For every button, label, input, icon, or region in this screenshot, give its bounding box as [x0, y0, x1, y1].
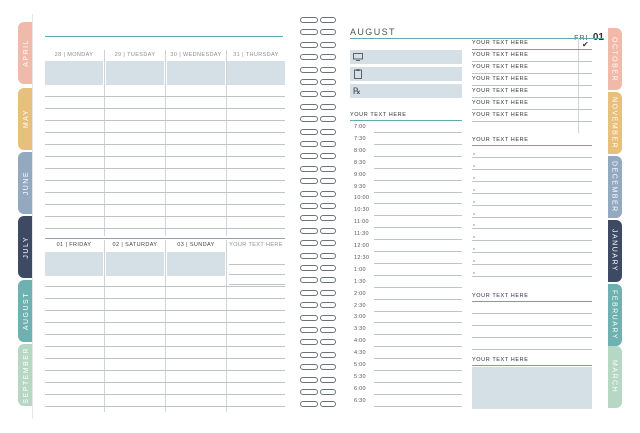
- icon-bar-clipboard[interactable]: [350, 67, 462, 81]
- date-underline: [350, 38, 604, 39]
- spiral-coil: [300, 29, 340, 36]
- computer-icon: [353, 53, 363, 61]
- coil-loop: [320, 166, 336, 172]
- day-label-wednesday: 30 | WEDNESDAY: [170, 52, 222, 58]
- time-slot-line[interactable]: [374, 132, 462, 133]
- checklist-line: [472, 61, 592, 62]
- spiral-coil: [300, 364, 340, 371]
- coil-loop: [300, 253, 318, 259]
- coil-loop: [300, 339, 318, 345]
- month-heading: AUGUST: [350, 27, 396, 37]
- time-slot-label: 5:30: [354, 373, 366, 380]
- bullet-dot: [473, 189, 475, 191]
- coil-loop: [320, 178, 336, 184]
- time-slot-label: 2:30: [354, 302, 366, 309]
- checklist-line: [472, 73, 592, 74]
- tab-label: SEPTEMBER: [22, 346, 30, 404]
- tab-label: APRIL: [22, 39, 30, 67]
- tab-label: JUNE: [22, 170, 30, 196]
- coil-loop: [300, 377, 318, 383]
- coil-loop: [320, 67, 336, 73]
- notes-line[interactable]: [472, 349, 592, 350]
- coil-loop: [320, 116, 336, 122]
- notes-line[interactable]: [472, 157, 592, 158]
- column-divider: [165, 50, 166, 236]
- time-slot-label: 4:00: [354, 338, 366, 345]
- tab-label: AUGUST: [22, 291, 30, 331]
- clipboard-icon: [354, 69, 362, 79]
- column-divider: [165, 240, 166, 412]
- writing-line[interactable]: [45, 192, 285, 193]
- schedule-underline: [350, 120, 462, 121]
- day-box-thursday[interactable]: [227, 61, 285, 85]
- time-slot-label: 7:30: [354, 135, 366, 142]
- spiral-coil: [300, 54, 340, 61]
- coil-loop: [300, 364, 318, 370]
- writing-line[interactable]: [45, 346, 285, 347]
- spiral-coil: [300, 253, 340, 260]
- writing-line[interactable]: [45, 370, 285, 371]
- time-slot-line[interactable]: [374, 215, 462, 216]
- spiral-coil: [300, 104, 340, 111]
- spiral-coil: [300, 290, 340, 297]
- coil-loop: [300, 29, 318, 35]
- coil-loop: [320, 91, 336, 97]
- checklist-line: [472, 97, 592, 98]
- time-slot-label: 8:30: [354, 159, 366, 166]
- spiral-coil: [300, 240, 340, 247]
- coil-loop: [300, 67, 318, 73]
- bullet-dot: [473, 153, 475, 155]
- weekly-page: [32, 14, 294, 419]
- bullet-dot: [473, 165, 475, 167]
- coil-loop: [300, 327, 318, 333]
- coil-loop: [300, 265, 318, 271]
- writing-line[interactable]: [45, 96, 285, 97]
- time-slot-label: 6:30: [354, 397, 366, 404]
- coil-loop: [320, 327, 336, 333]
- notes-line[interactable]: [472, 337, 592, 338]
- coil-loop: [320, 240, 336, 246]
- coil-loop: [320, 17, 336, 23]
- notes-underline-3: [472, 365, 592, 366]
- writing-line[interactable]: [229, 274, 285, 275]
- time-slot-line[interactable]: [374, 394, 462, 395]
- bullet-dot: [473, 201, 475, 203]
- coil-loop: [320, 364, 336, 370]
- coil-loop: [300, 79, 318, 85]
- checklist-item[interactable]: YOUR TEXT HERE: [472, 40, 529, 46]
- coil-loop: [320, 141, 336, 147]
- checklist-line: [472, 109, 592, 110]
- notes-line[interactable]: [472, 313, 592, 314]
- day-box-tuesday[interactable]: [106, 61, 164, 85]
- bullet-dot: [473, 213, 475, 215]
- writing-line[interactable]: [45, 228, 285, 229]
- coil-loop: [320, 302, 336, 308]
- bullet-dot: [473, 236, 475, 238]
- coil-loop: [300, 228, 318, 234]
- time-slot-line[interactable]: [374, 299, 462, 300]
- coil-loop: [300, 302, 318, 308]
- writing-line[interactable]: [45, 132, 285, 133]
- time-slot-line[interactable]: [374, 263, 462, 264]
- time-slot-label: 1:30: [354, 278, 366, 285]
- coil-loop: [300, 54, 318, 60]
- notes-heading-2: YOUR TEXT HERE: [472, 293, 529, 299]
- right-tab-november[interactable]: [606, 92, 622, 154]
- time-slot-label: 1:00: [354, 266, 366, 273]
- tab-label: NOVEMBER: [610, 96, 618, 150]
- checkmark-icon: ✔: [582, 40, 589, 49]
- right-tab-march[interactable]: [606, 346, 622, 408]
- day-label-thursday: 31 | THURSDAY: [233, 52, 279, 58]
- coil-loop: [300, 129, 318, 135]
- time-slot-line[interactable]: [374, 406, 462, 407]
- time-slot-line[interactable]: [374, 156, 462, 157]
- spiral-coil: [300, 215, 340, 222]
- spiral-coil: [300, 91, 340, 98]
- right-tab-october[interactable]: [606, 28, 622, 90]
- day-box-monday[interactable]: [45, 61, 103, 85]
- coil-loop: [320, 129, 336, 135]
- column-divider: [104, 50, 105, 236]
- notes-heading-3: YOUR TEXT HERE: [472, 357, 529, 363]
- notes-line[interactable]: [472, 193, 592, 194]
- spiral-coil: [300, 166, 340, 173]
- day-label-tuesday: 29 | TUESDAY: [114, 52, 156, 58]
- schedule-heading: YOUR TEXT HERE: [350, 112, 407, 118]
- writing-line[interactable]: [45, 180, 285, 181]
- time-slot-label: 10:00: [354, 195, 370, 202]
- notes-line[interactable]: [472, 181, 592, 182]
- notes-line[interactable]: [472, 325, 592, 326]
- checklist-item[interactable]: YOUR TEXT HERE: [472, 76, 529, 82]
- column-divider: [226, 240, 227, 412]
- time-slot-line[interactable]: [374, 311, 462, 312]
- section-divider: [45, 238, 285, 239]
- time-slot-line[interactable]: [374, 239, 462, 240]
- time-slot-line[interactable]: [374, 203, 462, 204]
- coil-loop: [320, 253, 336, 259]
- spiral-coil: [300, 228, 340, 235]
- checklist-item[interactable]: YOUR TEXT HERE: [472, 52, 529, 58]
- tab-label: OCTOBER: [610, 36, 618, 82]
- spiral-coil: [300, 302, 340, 309]
- time-slot-label: 9:00: [354, 171, 366, 178]
- notes-underline-2: [472, 301, 592, 302]
- coil-loop: [320, 401, 336, 407]
- time-slot-label: 10:30: [354, 207, 370, 214]
- day-box-sunday[interactable]: [167, 252, 225, 276]
- coil-loop: [300, 191, 318, 197]
- notes-line[interactable]: [472, 240, 592, 241]
- checklist-item[interactable]: YOUR TEXT HERE: [472, 112, 529, 118]
- coil-loop: [320, 315, 336, 321]
- day-label-sunday: 03 | SUNDAY: [177, 242, 215, 248]
- bullet-dot: [473, 177, 475, 179]
- notes-line[interactable]: [472, 228, 592, 229]
- notes-line[interactable]: [472, 169, 592, 170]
- coil-loop: [320, 228, 336, 234]
- checklist-line: [472, 85, 592, 86]
- tab-label: DECEMBER: [610, 161, 618, 213]
- tab-label: JULY: [22, 235, 30, 259]
- coil-loop: [300, 91, 318, 97]
- notes-line[interactable]: [472, 276, 592, 277]
- time-slot-label: 8:00: [354, 147, 366, 154]
- time-slot-label: 11:00: [354, 219, 369, 226]
- spiral-coil: [300, 277, 340, 284]
- right-tab-february[interactable]: [606, 284, 622, 346]
- writing-line[interactable]: [45, 394, 285, 395]
- writing-line[interactable]: [45, 108, 285, 109]
- notes-underline-1: [472, 145, 592, 146]
- time-slot-line[interactable]: [374, 287, 462, 288]
- coil-loop: [320, 389, 336, 395]
- coil-loop: [320, 215, 336, 221]
- coil-loop: [320, 352, 336, 358]
- writing-line[interactable]: [45, 334, 285, 335]
- writing-line[interactable]: [45, 216, 285, 217]
- bullet-dot: [473, 260, 475, 262]
- right-tab-december[interactable]: [606, 156, 622, 218]
- spiral-coil: [300, 153, 340, 160]
- day-box-saturday[interactable]: [106, 252, 164, 276]
- tab-label: MAY: [22, 109, 30, 129]
- writing-line[interactable]: [45, 310, 285, 311]
- spiral-coil: [300, 265, 340, 272]
- coil-loop: [320, 42, 336, 48]
- coil-loop: [300, 203, 318, 209]
- icon-bar-computer[interactable]: [350, 50, 462, 64]
- time-slot-label: 9:30: [354, 183, 366, 190]
- time-slot-label: 6:00: [354, 385, 366, 392]
- time-slot-label: 7:00: [354, 124, 366, 130]
- writing-line[interactable]: [45, 358, 285, 359]
- writing-line[interactable]: [45, 120, 285, 121]
- coil-loop: [320, 104, 336, 110]
- coil-loop: [320, 153, 336, 159]
- bullet-dot: [473, 248, 475, 250]
- coil-loop: [300, 389, 318, 395]
- spiral-coil: [300, 116, 340, 123]
- coil-loop: [320, 79, 336, 85]
- day-label-saturday: 02 | SATURDAY: [112, 242, 158, 248]
- spiral-coil: [300, 339, 340, 346]
- coil-loop: [300, 290, 318, 296]
- coil-loop: [300, 166, 318, 172]
- svg-text:℞: ℞: [353, 87, 362, 96]
- day-label-monday: 28 | MONDAY: [54, 52, 94, 58]
- writing-line[interactable]: [45, 168, 285, 169]
- coil-loop: [320, 290, 336, 296]
- time-slot-label: 12:00: [354, 243, 370, 249]
- spiral-coil: [300, 203, 340, 210]
- day-label-friday: 01 | FRIDAY: [56, 242, 92, 248]
- coil-loop: [300, 104, 318, 110]
- time-slot-label: 11:30: [354, 231, 369, 238]
- writing-line[interactable]: [45, 204, 285, 205]
- day-box-wednesday[interactable]: [167, 61, 225, 85]
- writing-line[interactable]: [45, 406, 285, 407]
- writing-line[interactable]: [229, 284, 285, 285]
- time-slot-line[interactable]: [374, 370, 462, 371]
- tab-label: FEBRUARY: [610, 290, 618, 340]
- time-slot-line[interactable]: [374, 334, 462, 335]
- notes-line[interactable]: [472, 205, 592, 206]
- spiral-coil: [300, 389, 340, 396]
- bullet-dot: [473, 272, 475, 274]
- coil-loop: [320, 377, 336, 383]
- time-slot-line[interactable]: [374, 275, 462, 276]
- icon-bar-prescription[interactable]: [350, 84, 462, 98]
- notes-label: YOUR TEXT HERE: [229, 242, 283, 248]
- spiral-coil: [300, 377, 340, 384]
- coil-loop: [300, 42, 318, 48]
- coil-loop: [300, 215, 318, 221]
- top-accent-line: [45, 36, 283, 37]
- spiral-coil: [300, 191, 340, 198]
- spiral-coil: [300, 42, 340, 49]
- writing-line[interactable]: [45, 382, 285, 383]
- notes-line[interactable]: [472, 217, 592, 218]
- spiral-coil: [300, 79, 340, 86]
- prescription-icon: [353, 86, 363, 96]
- time-slot-line[interactable]: [374, 192, 462, 193]
- time-slot-line[interactable]: [374, 382, 462, 383]
- coil-loop: [300, 17, 318, 23]
- spiral-coil: [300, 141, 340, 148]
- coil-loop: [320, 277, 336, 283]
- notes-box[interactable]: [472, 367, 592, 409]
- coil-loop: [300, 153, 318, 159]
- spiral-coil: [300, 129, 340, 136]
- tab-label: MARCH: [610, 360, 618, 394]
- time-slot-line[interactable]: [374, 346, 462, 347]
- coil-loop: [320, 191, 336, 197]
- spiral-coil: [300, 401, 340, 408]
- spiral-coil: [300, 178, 340, 185]
- writing-line[interactable]: [45, 298, 285, 299]
- notes-heading-1: YOUR TEXT HERE: [472, 137, 529, 143]
- time-slot-label: 5:00: [354, 362, 366, 368]
- checklist-item[interactable]: YOUR TEXT HERE: [472, 88, 529, 94]
- notes-line[interactable]: [472, 252, 592, 253]
- coil-loop: [300, 315, 318, 321]
- time-slot-line[interactable]: [374, 227, 462, 228]
- checklist-line: [472, 49, 592, 50]
- coil-loop: [320, 29, 336, 35]
- tab-label: JANUARY: [610, 229, 618, 273]
- coil-loop: [300, 352, 318, 358]
- right-tab-january[interactable]: [606, 220, 622, 282]
- time-slot-line[interactable]: [374, 251, 462, 252]
- column-divider: [226, 50, 227, 236]
- checklist-line: [472, 121, 592, 122]
- checklist-item[interactable]: YOUR TEXT HERE: [472, 100, 529, 106]
- spiral-coil: [300, 315, 340, 322]
- coil-loop: [300, 401, 318, 407]
- time-slot-label: 3:00: [354, 314, 366, 321]
- writing-line[interactable]: [45, 286, 285, 287]
- time-slot-label: 2:00: [354, 290, 366, 297]
- spiral-coil: [300, 352, 340, 359]
- column-divider: [104, 240, 105, 412]
- coil-loop: [320, 54, 336, 60]
- day-box-friday[interactable]: [45, 252, 103, 276]
- writing-line[interactable]: [45, 156, 285, 157]
- time-slot-line[interactable]: [374, 322, 462, 323]
- coil-loop: [300, 116, 318, 122]
- time-slot-label: 12:30: [354, 254, 370, 261]
- time-slot-label: 3:30: [354, 326, 366, 333]
- coil-loop: [320, 203, 336, 209]
- writing-line[interactable]: [45, 322, 285, 323]
- coil-loop: [300, 277, 318, 283]
- time-slot-line[interactable]: [374, 358, 462, 359]
- time-slot-line[interactable]: [374, 144, 462, 145]
- coil-loop: [300, 178, 318, 184]
- coil-loop: [300, 240, 318, 246]
- writing-line[interactable]: [229, 264, 285, 265]
- coil-loop: [320, 265, 336, 271]
- spiral-coil: [300, 67, 340, 74]
- notes-line[interactable]: [472, 264, 592, 265]
- coil-loop: [300, 141, 318, 147]
- bullet-dot: [473, 224, 475, 226]
- time-slot-label: 4:30: [354, 350, 366, 357]
- spiral-coil: [300, 327, 340, 334]
- time-slot-line[interactable]: [374, 180, 462, 181]
- writing-line[interactable]: [45, 144, 285, 145]
- daily-page: [346, 14, 608, 419]
- spiral-coil: [300, 17, 340, 24]
- coil-loop: [320, 339, 336, 345]
- time-slot-line[interactable]: [374, 168, 462, 169]
- checklist-item[interactable]: YOUR TEXT HERE: [472, 64, 529, 70]
